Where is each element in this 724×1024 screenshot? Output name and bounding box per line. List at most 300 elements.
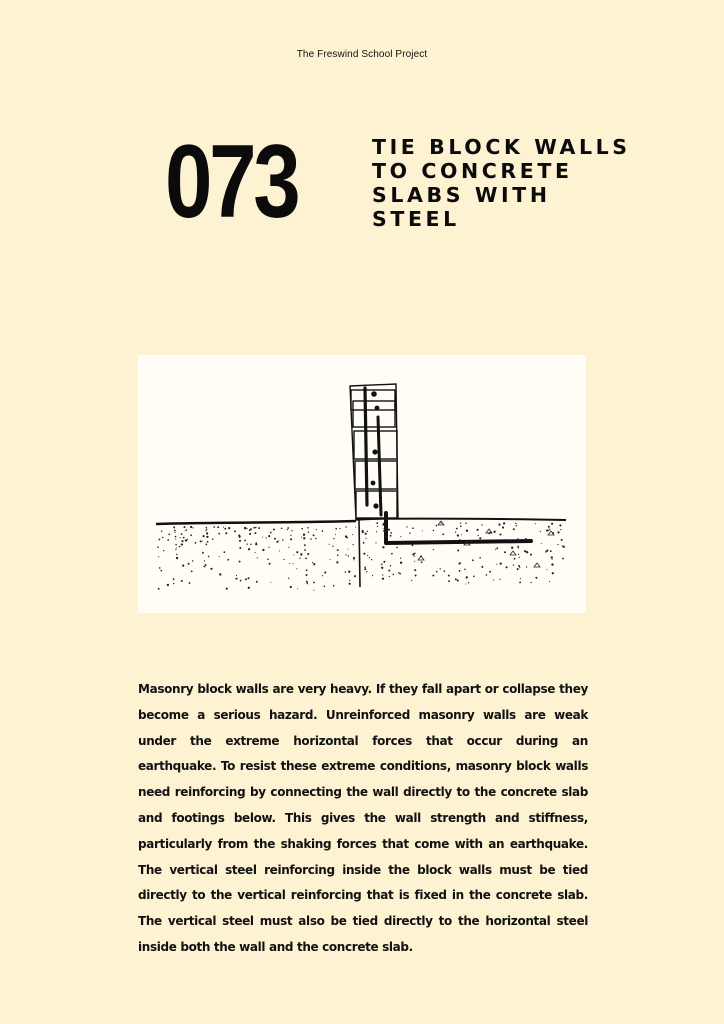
stipple-dot	[310, 538, 312, 540]
stipple-dot	[367, 555, 368, 556]
stipple-dot	[406, 526, 407, 527]
stipple-dot	[436, 525, 438, 527]
tip-number: 073	[165, 124, 298, 240]
stipple-dot	[304, 544, 306, 546]
stipple-dot	[381, 564, 382, 565]
stipple-dot	[382, 574, 383, 575]
stipple-dot	[313, 590, 314, 591]
title-line: STEEL	[372, 207, 460, 231]
stipple-dot	[289, 563, 290, 564]
stipple-dot	[239, 536, 241, 538]
stipple-dot	[322, 530, 323, 531]
stipple-dot	[353, 559, 354, 560]
stipple-dot	[200, 540, 202, 542]
stipple-dot	[464, 569, 466, 571]
stipple-dot	[460, 525, 462, 527]
stipple-dot	[496, 547, 498, 549]
ground-line	[156, 521, 356, 524]
stipple-dot	[167, 539, 169, 541]
stipple-dot	[176, 557, 178, 559]
stipple-dot	[457, 580, 458, 581]
stipple-dot	[400, 536, 401, 537]
stipple-dot	[257, 557, 258, 558]
stipple-dot	[175, 539, 176, 540]
stipple-dot	[550, 550, 552, 552]
stipple-dot	[174, 527, 175, 528]
stipple-dot	[175, 532, 176, 533]
stipple-dot	[322, 575, 323, 576]
stipple-dot	[376, 531, 377, 532]
stipple-dot	[456, 528, 458, 530]
stipple-dot	[300, 553, 302, 555]
stipple-dot	[546, 529, 548, 531]
stipple-dot	[353, 557, 355, 559]
stipple-dot	[345, 526, 346, 527]
stipple-dot	[552, 572, 554, 574]
stipple-dot	[324, 571, 326, 573]
stipple-dot	[303, 534, 305, 536]
stipple-dot	[369, 557, 370, 558]
stipple-dot	[376, 522, 378, 524]
stipple-dot	[202, 541, 203, 542]
stipple-dot	[551, 523, 553, 525]
stipple-dot	[161, 570, 163, 572]
slab-rebar	[386, 513, 531, 543]
stipple-dot	[414, 561, 415, 562]
stipple-dot	[517, 541, 519, 543]
stipple-dot	[158, 556, 159, 557]
stipple-dot	[479, 557, 481, 559]
stipple-dot	[524, 550, 526, 552]
stipple-dot	[188, 563, 190, 565]
aggregate-mark	[418, 556, 424, 560]
stipple-dot	[297, 588, 298, 589]
title-line: SLABS WITH	[372, 183, 551, 207]
stipple-dot	[383, 530, 385, 532]
stipple-dot	[551, 563, 553, 565]
stipple-dot	[441, 522, 442, 523]
stipple-dot	[389, 576, 390, 577]
stipple-dot	[365, 533, 367, 535]
stipple-dot	[234, 530, 236, 532]
title-line: TO CONCRETE	[372, 159, 573, 183]
stipple-dot	[249, 533, 251, 535]
stipple-dot	[168, 533, 170, 535]
aggregate-mark	[510, 551, 516, 555]
stipple-dot	[440, 568, 441, 569]
stipple-dot	[560, 529, 561, 530]
stipple-dot	[219, 573, 221, 575]
stipple-dot	[390, 535, 392, 537]
stipple-dot	[414, 556, 415, 557]
stipple-dot	[421, 561, 423, 563]
stipple-dot	[414, 552, 415, 553]
stipple-dot	[249, 577, 250, 578]
stipple-dot	[400, 558, 401, 559]
stipple-dot	[496, 564, 497, 565]
stipple-dot	[255, 552, 256, 553]
stipple-dot	[182, 565, 184, 567]
stipple-dot	[557, 544, 558, 545]
stipple-dot	[372, 575, 373, 576]
stipple-dot	[457, 534, 459, 536]
stipple-dot	[442, 533, 444, 535]
stipple-dot	[400, 562, 402, 564]
stipple-dot	[268, 535, 270, 537]
stipple-dot	[273, 529, 275, 531]
stipple-dot	[329, 559, 330, 560]
stipple-dot	[354, 575, 356, 577]
stipple-dot	[212, 538, 213, 539]
stipple-dot	[563, 546, 565, 548]
stipple-dot	[299, 558, 300, 559]
stipple-dot	[526, 551, 528, 553]
stipple-dot	[191, 571, 193, 573]
stipple-dot	[459, 539, 461, 541]
stipple-dot	[254, 532, 256, 534]
stipple-dot	[549, 528, 550, 529]
stipple-dot	[352, 534, 353, 535]
stipple-dot	[301, 528, 303, 530]
stipple-dot	[163, 550, 164, 551]
stipple-dot	[333, 538, 334, 539]
stipple-dot	[562, 558, 564, 560]
stipple-dot	[345, 571, 347, 573]
stipple-dot	[245, 578, 247, 580]
stipple-dot	[313, 563, 315, 565]
stipple-dot	[312, 562, 313, 563]
stipple-dot	[174, 530, 176, 532]
stipple-dot	[530, 554, 532, 556]
stipple-dot	[473, 575, 475, 577]
stipple-dot	[499, 579, 500, 580]
stipple-dot	[388, 529, 390, 531]
stipple-dot	[274, 538, 276, 540]
stipple-dot	[176, 547, 177, 548]
stipple-dot	[465, 522, 466, 523]
stipple-dot	[270, 582, 271, 583]
stipple-dot	[444, 570, 446, 572]
stipple-dot	[207, 541, 209, 543]
stipple-dot	[236, 575, 237, 576]
stipple-dot	[223, 527, 224, 528]
stipple-dot	[363, 553, 365, 555]
stipple-dot	[180, 537, 181, 538]
stipple-dot	[290, 538, 292, 540]
stipple-dot	[432, 574, 434, 576]
stipple-dot	[414, 569, 416, 571]
stipple-dot	[282, 539, 283, 540]
stipple-dot	[511, 547, 513, 549]
stipple-dot	[262, 537, 263, 538]
stipple-dot	[336, 561, 338, 563]
stipple-dot	[348, 555, 349, 556]
stipple-dot	[190, 534, 192, 536]
stipple-dot	[415, 575, 417, 577]
stipple-dot	[391, 553, 393, 555]
stipple-dot	[192, 560, 193, 561]
stipple-dot	[204, 560, 205, 561]
stipple-dot	[244, 527, 246, 529]
stipple-dot	[502, 526, 504, 528]
stipple-dot	[333, 585, 335, 587]
stipple-dot	[412, 527, 414, 529]
stipple-dot	[489, 571, 491, 573]
stipple-dot	[517, 546, 519, 548]
stipple-dot	[281, 528, 283, 530]
stipple-dot	[392, 574, 394, 576]
stipple-dot	[219, 556, 220, 557]
stipple-dot	[335, 528, 337, 530]
stipple-dot	[457, 550, 459, 552]
stipple-dot	[307, 527, 309, 529]
stipple-dot	[162, 537, 164, 539]
stipple-dot	[175, 549, 176, 550]
stipple-dot	[296, 568, 297, 569]
stipple-dot	[514, 558, 516, 560]
stipple-dot	[316, 529, 317, 530]
stipple-dot	[224, 551, 226, 553]
stipple-dot	[202, 552, 204, 554]
stipple-dot	[185, 530, 186, 531]
stipple-dot	[448, 580, 450, 582]
stipple-dot	[291, 530, 292, 531]
stipple-dot	[382, 524, 384, 526]
stipple-dot	[479, 537, 481, 539]
stipple-dot	[249, 529, 251, 531]
stipple-dot	[477, 529, 479, 531]
title-line: TIE BLOCK WALLS	[372, 135, 631, 159]
stipple-dot	[183, 526, 185, 528]
stipple-dot	[270, 532, 272, 534]
stipple-dot	[283, 559, 284, 560]
stipple-dot	[517, 568, 519, 570]
stipple-dot	[205, 564, 207, 566]
stipple-dot	[455, 578, 457, 580]
body-paragraph: Masonry block walls are very heavy. If they fall apart or collapse they become a serious hazard. Unreinforced masonry walls are weak under the extreme horizontal forces that occur during an earthquake. To resist these extreme conditions, masonry block walls need reinforcing by connecting the wall directly to the concrete slab and footings below. This gives the wall strength and stiffness, particularly from the shaking forces that come with an earthquake. The vertical steel reinforcing inside the block walls must be tied directly to the vertical reinforcing that is fixed in the concrete slab. The vertical steel must also be tied directly to the horizontal steel inside both the wall and the concrete slab.	[138, 682, 588, 954]
stipple-dot	[559, 524, 561, 526]
stipple-dot	[541, 543, 542, 544]
stipple-dot	[519, 567, 520, 568]
stipple-dot	[192, 527, 193, 528]
stipple-dot	[158, 588, 160, 590]
stipple-dot	[549, 581, 550, 582]
slab-edge	[359, 520, 360, 587]
project-name: The Freswind School Project	[296, 49, 428, 60]
stipple-dot	[262, 549, 264, 551]
stipple-dot	[276, 541, 278, 543]
stipple-dot	[287, 529, 288, 530]
stipple-dot	[339, 528, 340, 529]
stipple-dot	[167, 584, 169, 586]
stipple-dot	[203, 566, 204, 567]
stipple-dot	[210, 568, 212, 570]
stipple-dot	[349, 580, 350, 581]
stipple-dot	[518, 565, 520, 567]
aggregate-mark	[486, 529, 492, 533]
stipple-dot	[248, 587, 250, 589]
stipple-dot	[382, 546, 384, 548]
stipple-dot	[481, 524, 482, 525]
stipple-dot	[247, 544, 248, 545]
stipple-dot	[513, 528, 515, 530]
stipple-dot	[365, 538, 366, 539]
stipple-dot	[422, 530, 423, 531]
stipple-dot	[306, 569, 308, 571]
stipple-dot	[460, 522, 461, 523]
stipple-dot	[561, 539, 563, 541]
stipple-dot	[364, 568, 366, 570]
tip-title	[372, 135, 632, 231]
stipple-dot	[217, 526, 219, 528]
stipple-dot	[304, 549, 306, 551]
stipple-dot	[290, 586, 292, 588]
stipple-dot	[239, 540, 241, 542]
stipple-dot	[371, 559, 372, 560]
stipple-dot	[386, 536, 388, 538]
stipple-dot	[183, 537, 185, 539]
stipple-dot	[225, 532, 227, 534]
stipple-dot	[179, 546, 181, 548]
stipple-dot	[290, 535, 291, 536]
stipple-dot	[218, 533, 220, 535]
stipple-dot	[493, 580, 494, 581]
stipple-dot	[362, 531, 364, 533]
stipple-dot	[247, 528, 248, 529]
stipple-dot	[288, 547, 289, 548]
stipple-dot	[526, 566, 527, 567]
stipple-dot	[531, 582, 532, 583]
stipple-dot	[305, 574, 307, 576]
stipple-dot	[278, 540, 279, 541]
stipple-dot	[383, 528, 384, 529]
stipple-dot	[187, 539, 188, 540]
stipple-dot	[206, 532, 208, 534]
stipple-dot	[248, 548, 250, 550]
stipple-dot	[468, 582, 469, 583]
stipple-dot	[433, 530, 434, 531]
aggregate-mark	[534, 563, 540, 567]
stipple-dot	[307, 553, 309, 555]
stipple-dot	[434, 541, 436, 543]
stipple-dot	[288, 578, 289, 579]
stipple-dot	[411, 580, 412, 581]
stipple-dot	[158, 539, 160, 541]
stipple-dot	[175, 536, 177, 538]
stipple-dot	[495, 549, 496, 550]
stipple-dot	[267, 559, 269, 561]
stipple-dot	[388, 570, 390, 572]
stipple-dot	[465, 583, 466, 584]
stipple-dot	[256, 542, 257, 543]
stipple-dot	[159, 567, 161, 569]
stipple-dot	[503, 522, 505, 524]
stipple-dot	[525, 538, 527, 540]
stipple-dot	[186, 529, 187, 530]
stipple-dot	[315, 538, 317, 540]
stipple-dot	[305, 558, 307, 560]
stipple-dot	[205, 544, 207, 546]
stipple-dot	[337, 554, 339, 556]
stipple-dot	[481, 566, 483, 568]
stipple-dot	[324, 586, 326, 588]
stipple-dot	[161, 530, 162, 531]
stipple-dot	[345, 535, 347, 537]
stipple-dot	[301, 537, 302, 538]
stipple-dot	[269, 563, 271, 565]
stipple-dot	[213, 526, 215, 528]
stipple-dot	[239, 561, 241, 563]
stipple-dot	[548, 526, 550, 528]
stipple-dot	[367, 531, 368, 532]
stipple-dot	[364, 567, 366, 569]
stipple-dot	[535, 577, 537, 579]
stipple-dot	[347, 549, 348, 550]
stipple-dot	[518, 557, 519, 558]
stipple-dot	[173, 583, 174, 584]
stipple-dot	[390, 565, 391, 566]
stipple-dot	[226, 588, 228, 590]
stipple-dot	[287, 527, 289, 529]
stipple-dot	[398, 572, 399, 573]
stipple-dot	[529, 540, 531, 542]
stipple-dot	[189, 582, 191, 584]
stipple-dot	[306, 581, 308, 583]
stipple-dot	[515, 523, 516, 524]
stipple-dot	[540, 531, 541, 532]
stipple-dot	[390, 532, 392, 534]
stipple-dot	[535, 523, 536, 524]
stipple-dot	[459, 562, 461, 564]
stipple-dot	[250, 544, 252, 546]
stipple-dot	[436, 571, 438, 573]
stipple-dot	[552, 559, 553, 560]
stipple-dot	[412, 544, 414, 546]
stipple-dot	[478, 535, 479, 536]
stipple-dot	[313, 582, 315, 584]
ground-stipple	[157, 526, 356, 591]
stipple-dot	[387, 526, 388, 527]
stipple-dot	[228, 527, 230, 529]
stipple-dot	[157, 546, 159, 548]
stipple-dot	[519, 581, 521, 583]
stipple-dot	[345, 554, 346, 555]
stipple-dot	[256, 544, 258, 546]
stipple-dot	[348, 571, 350, 573]
stipple-dot	[396, 547, 398, 549]
stipple-dot	[244, 540, 246, 542]
stipple-dot	[366, 571, 367, 572]
stipple-dot	[546, 550, 548, 552]
stipple-dot	[303, 537, 305, 539]
stipple-dot	[517, 538, 518, 539]
stipple-dot	[384, 535, 385, 536]
stipple-dot	[206, 527, 208, 529]
stipple-dot	[293, 554, 294, 555]
stipple-dot	[208, 556, 210, 558]
stipple-dot	[181, 533, 183, 535]
stipple-dot	[206, 536, 208, 538]
stipple-dot	[546, 569, 547, 570]
stipple-dot	[459, 570, 461, 572]
stipple-dot	[499, 533, 501, 535]
stipple-dot	[239, 547, 241, 549]
stipple-dot	[363, 542, 365, 544]
stipple-dot	[332, 546, 333, 547]
stipple-dot	[181, 540, 183, 542]
stipple-dot	[557, 531, 559, 533]
stipple-dot	[335, 534, 336, 535]
